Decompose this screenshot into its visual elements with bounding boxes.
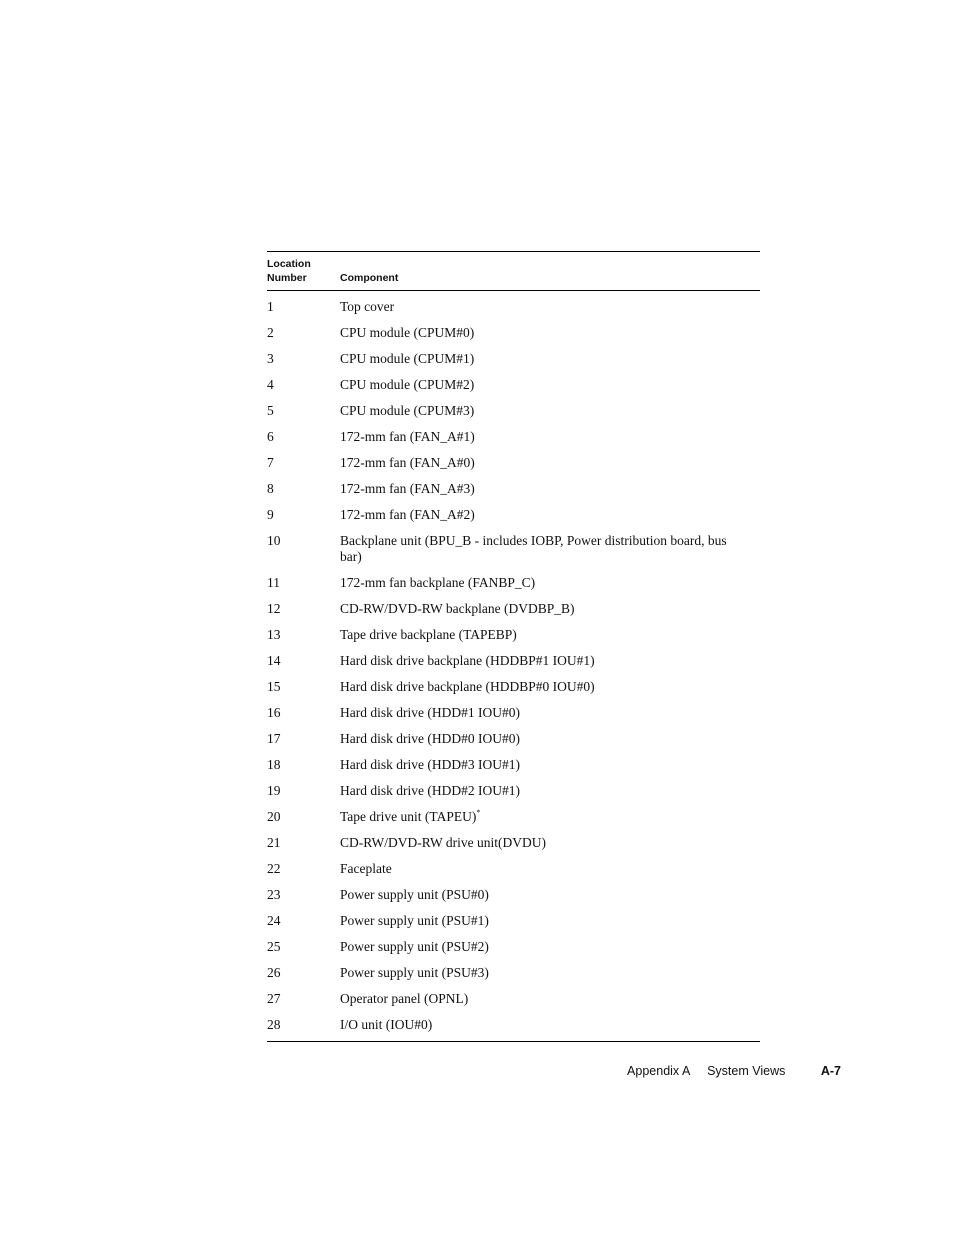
table-row [267, 596, 760, 622]
component-name: CPU module (CPUM#2) [340, 377, 475, 392]
component-cell [340, 429, 760, 445]
component-cell [340, 481, 760, 497]
location-number-cell: 5 [267, 403, 274, 418]
component-name: 172-mm fan (FAN_A#3) [340, 481, 475, 496]
component-cell [340, 783, 760, 799]
component-cell [340, 679, 760, 695]
component-cell [340, 731, 760, 747]
location-number-cell: 16 [267, 705, 281, 720]
component-name: CPU module (CPUM#1) [340, 351, 475, 366]
table-row [267, 726, 760, 752]
table-row [267, 372, 760, 398]
header-component: Component [340, 272, 399, 284]
table-row [267, 528, 760, 570]
component-name: Power supply unit (PSU#2) [340, 939, 489, 954]
location-number-cell: 21 [267, 835, 281, 850]
component-name: Faceplate [340, 861, 392, 876]
table-row [267, 934, 760, 960]
table-row [267, 622, 760, 648]
component-name: 172-mm fan (FAN_A#1) [340, 429, 475, 444]
table-row [267, 320, 760, 346]
location-number-cell: 3 [267, 351, 274, 366]
component-name: Tape drive backplane (TAPEBP) [340, 627, 517, 642]
component-cell [340, 965, 760, 981]
footer-appendix: Appendix A [627, 1064, 690, 1078]
component-cell [340, 403, 760, 419]
location-number-cell: 22 [267, 861, 281, 876]
component-name: Power supply unit (PSU#1) [340, 913, 489, 928]
location-number-cell: 7 [267, 455, 274, 470]
location-number-cell: 25 [267, 939, 281, 954]
location-number-cell: 12 [267, 601, 281, 616]
component-name: I/O unit (IOU#0) [340, 1017, 433, 1032]
table-row [267, 502, 760, 528]
location-number-cell: 8 [267, 481, 274, 496]
component-cell [340, 533, 760, 565]
location-number-cell: 6 [267, 429, 274, 444]
component-name: Top cover [340, 299, 395, 314]
table-row [267, 700, 760, 726]
table-row [267, 908, 760, 934]
component-name: 172-mm fan (FAN_A#2) [340, 507, 475, 522]
component-cell [340, 809, 760, 825]
component-cell [340, 455, 760, 471]
table-row [267, 294, 760, 320]
component-cell [340, 627, 760, 643]
component-cell [340, 757, 760, 773]
table-row [267, 804, 760, 830]
location-number-cell: 23 [267, 887, 281, 902]
table-row [267, 752, 760, 778]
component-cell [340, 1017, 760, 1033]
location-number-cell: 13 [267, 627, 281, 642]
table-row [267, 570, 760, 596]
table-row [267, 648, 760, 674]
location-number-cell: 11 [267, 575, 280, 590]
location-number-cell: 19 [267, 783, 281, 798]
table-row [267, 674, 760, 700]
component-cell [340, 913, 760, 929]
location-number-cell: 4 [267, 377, 274, 392]
location-number-cell: 26 [267, 965, 281, 980]
component-cell [340, 991, 760, 1007]
component-cell [340, 325, 760, 341]
location-number-cell: 24 [267, 913, 281, 928]
footnote-mark: * [476, 807, 481, 817]
location-number-cell: 9 [267, 507, 274, 522]
footer-section-title: System Views [707, 1064, 786, 1078]
component-cell [340, 939, 760, 955]
table-body [267, 291, 760, 1038]
component-name: CD-RW/DVD-RW backplane (DVDBP_B) [340, 601, 575, 616]
header-location-number: Location Number [267, 258, 311, 284]
table-header-row [267, 252, 760, 290]
component-name: Hard disk drive (HDD#2 IOU#1) [340, 783, 520, 798]
location-number-cell: 20 [267, 809, 281, 824]
table-row [267, 424, 760, 450]
component-cell [340, 377, 760, 393]
location-number-cell: 2 [267, 325, 274, 340]
component-cell [340, 653, 760, 669]
table-bottom-rule [267, 1041, 760, 1042]
component-cell [340, 861, 760, 877]
component-name: 172-mm fan backplane (FANBP_C) [340, 575, 536, 590]
location-number-cell: 10 [267, 533, 281, 548]
page-footer [0, 1063, 841, 1079]
table-row [267, 986, 760, 1012]
component-name: CD-RW/DVD-RW drive unit(DVDU) [340, 835, 546, 850]
page-number: A-7 [820, 1064, 841, 1078]
components-table [267, 251, 760, 1042]
table-row [267, 856, 760, 882]
component-cell [340, 299, 760, 315]
component-name: Hard disk drive (HDD#1 IOU#0) [340, 705, 520, 720]
component-name: Backplane unit (BPU_B - includes IOBP, Power distribution board, bus bar) [340, 533, 727, 564]
table-row [267, 778, 760, 804]
component-name: Hard disk drive backplane (HDDBP#0 IOU#0) [340, 679, 595, 694]
component-cell [340, 351, 760, 367]
table-row [267, 450, 760, 476]
component-name: 172-mm fan (FAN_A#0) [340, 455, 475, 470]
component-cell [340, 887, 760, 903]
table-row [267, 346, 760, 372]
component-cell [340, 601, 760, 617]
component-name: Power supply unit (PSU#3) [340, 965, 489, 980]
component-cell [340, 575, 760, 591]
table-row [267, 1012, 760, 1038]
location-number-cell: 17 [267, 731, 281, 746]
component-name: Power supply unit (PSU#0) [340, 887, 489, 902]
table-row [267, 960, 760, 986]
table-row [267, 882, 760, 908]
component-cell [340, 835, 760, 851]
table-row [267, 830, 760, 856]
component-name: Hard disk drive (HDD#0 IOU#0) [340, 731, 520, 746]
component-name: Operator panel (OPNL) [340, 991, 469, 1006]
component-name: Tape drive unit (TAPEU) [340, 809, 477, 824]
table-row [267, 476, 760, 502]
component-name: Hard disk drive (HDD#3 IOU#1) [340, 757, 520, 772]
location-number-cell: 28 [267, 1017, 281, 1032]
component-name: CPU module (CPUM#0) [340, 325, 475, 340]
location-number-cell: 1 [267, 299, 274, 314]
location-number-cell: 18 [267, 757, 281, 772]
location-number-cell: 15 [267, 679, 281, 694]
component-cell [340, 705, 760, 721]
table-row [267, 398, 760, 424]
component-cell [340, 507, 760, 523]
component-name: Hard disk drive backplane (HDDBP#1 IOU#1) [340, 653, 595, 668]
location-number-cell: 14 [267, 653, 281, 668]
component-name: CPU module (CPUM#3) [340, 403, 475, 418]
location-number-cell: 27 [267, 991, 281, 1006]
